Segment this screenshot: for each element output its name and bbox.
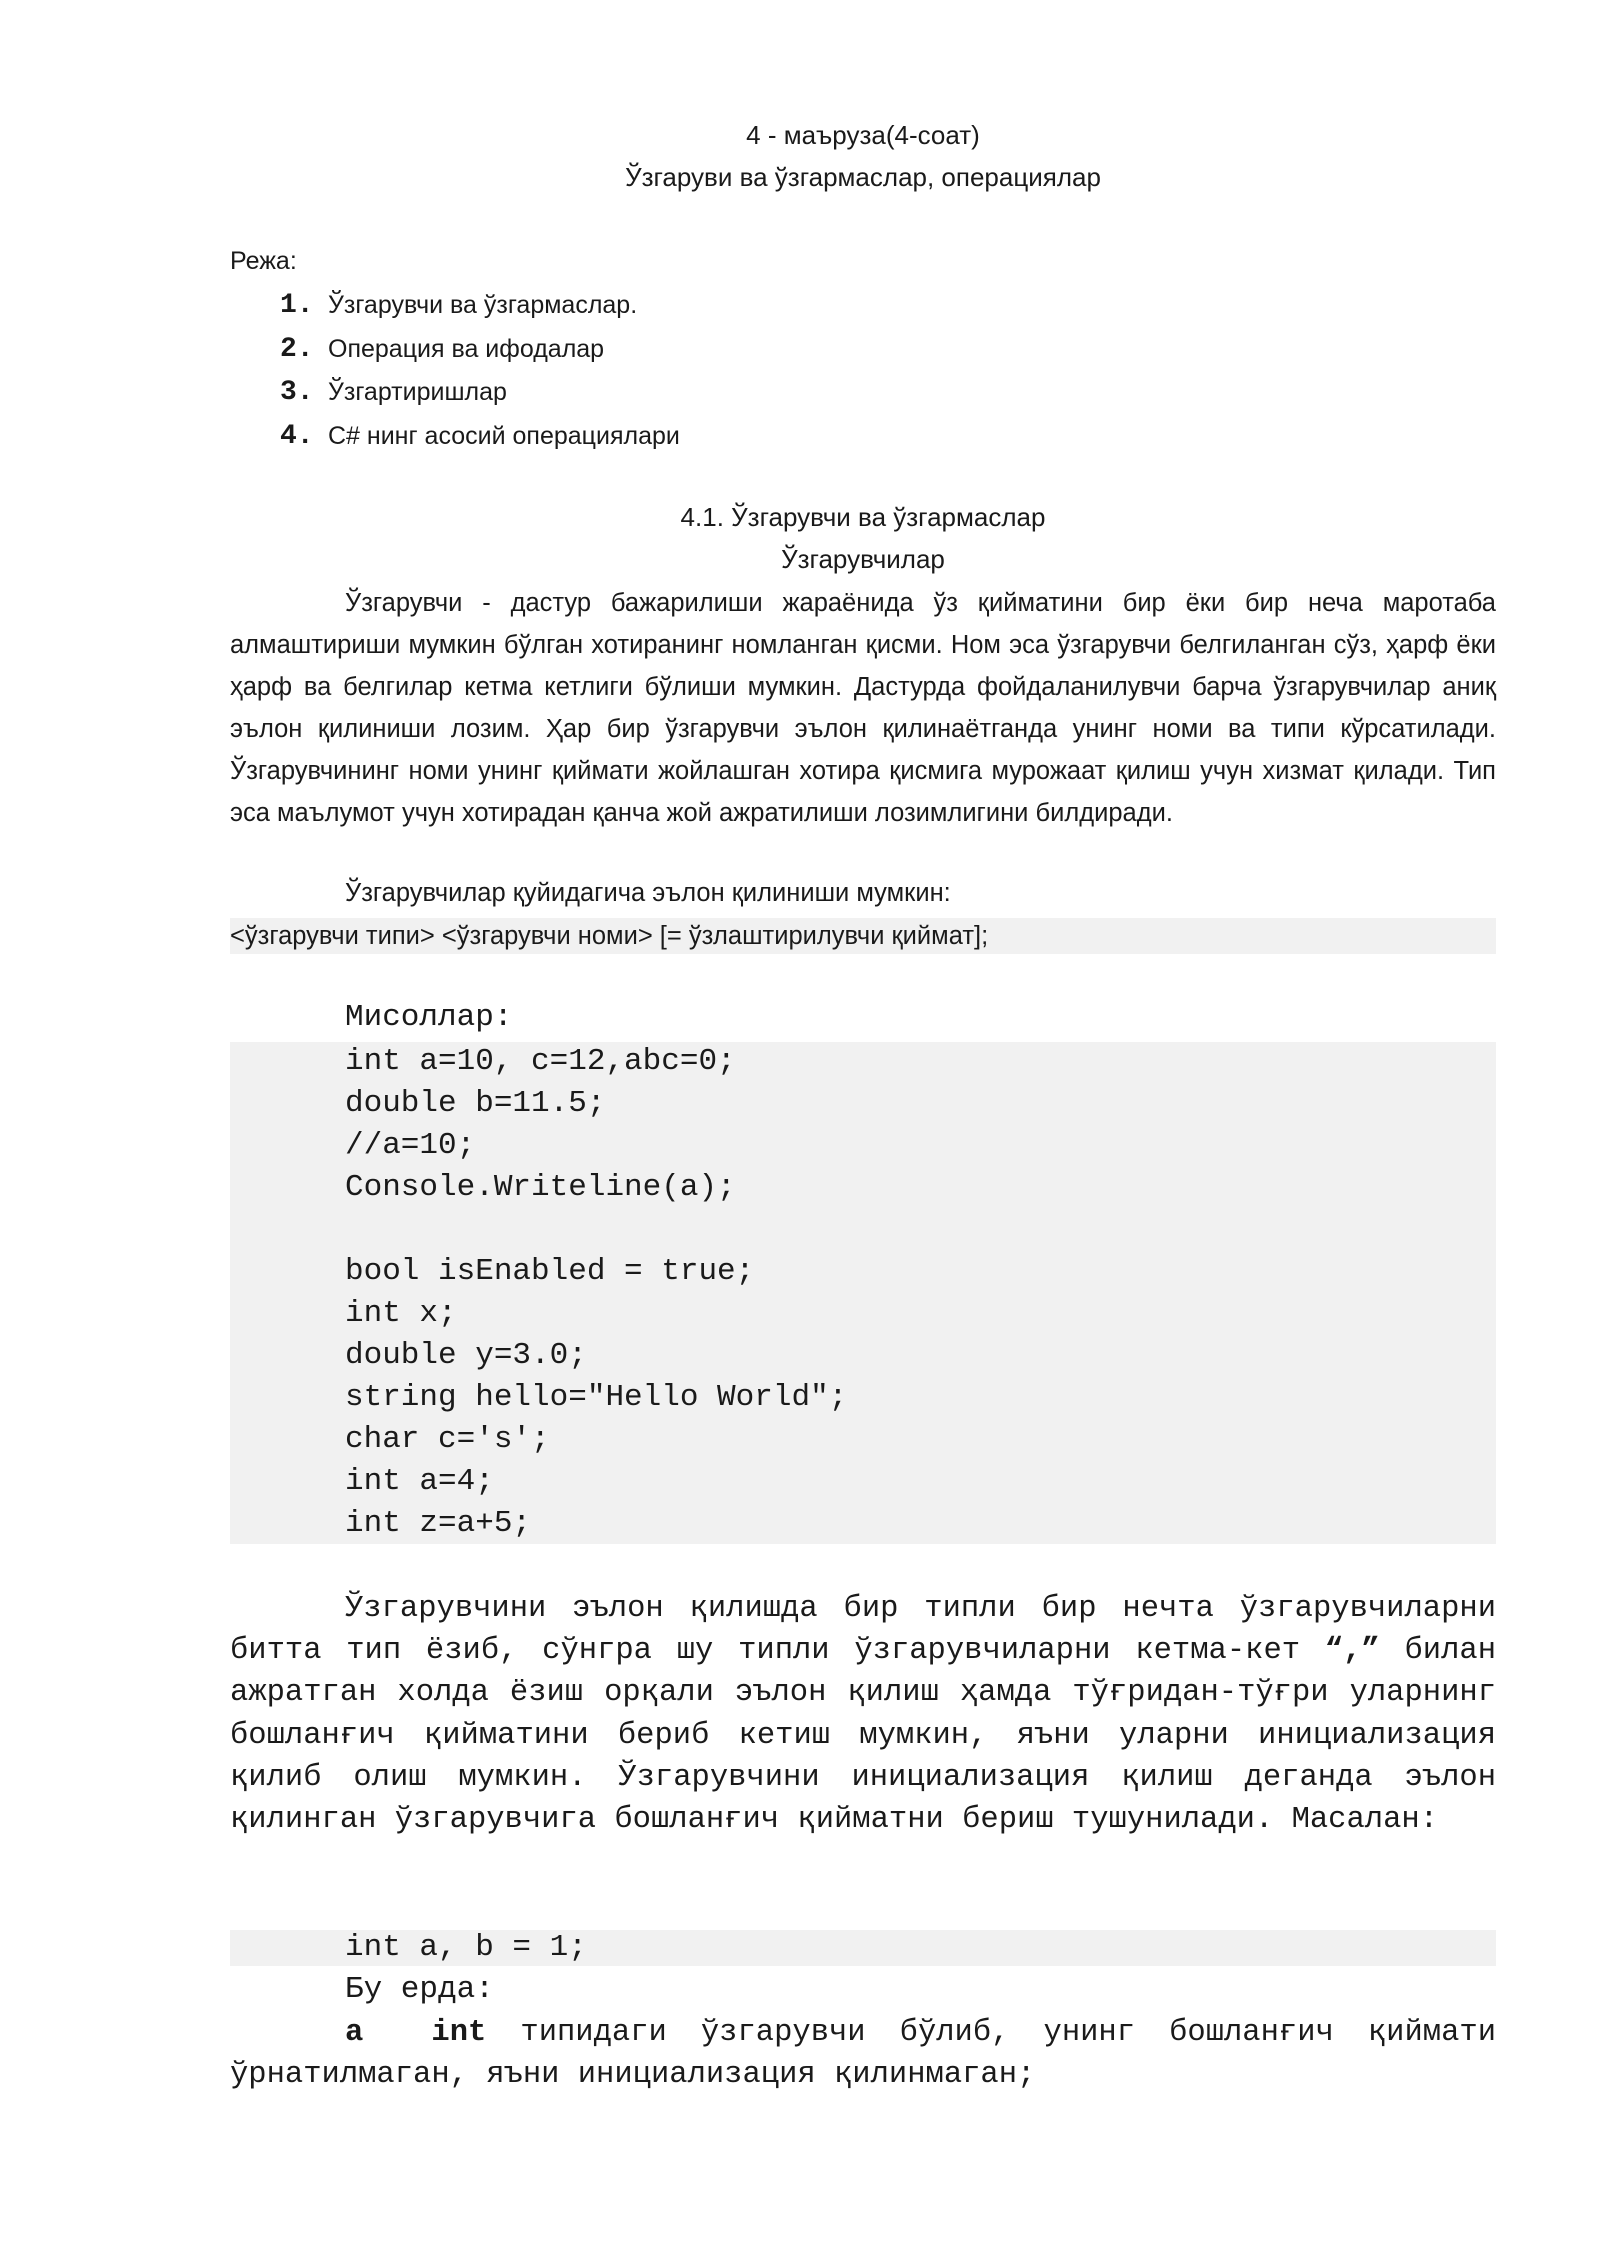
lecture-number: 4 - маърузa(4-соат) [746, 120, 980, 150]
paragraph-text: типидаги ўзгарувчи бўлиб, унинг бошланғич қиймати ўрнатилмаган, яъни инициализация қилинмаган; [230, 2016, 1496, 2093]
plan-item-number: 2. [280, 333, 314, 365]
paragraph-text: Ўзгарувчини эълон қилишда бир типли бир нечта ўзгарувчиларни битта тип ёзиб, сўнгра шу типли ўзгарувчиларни кетма-кет [230, 1592, 1496, 1669]
code-line: double b=11.5; [345, 1086, 606, 1121]
code-line: int a, b = 1; [345, 1930, 587, 1965]
plan-item-text: Ўзгартиришлар [328, 378, 507, 407]
document-page [230, 0, 1496, 2262]
declaration-intro: Ўзгарувчилар қуйидагича эълон қилиниши мумкин: [345, 879, 951, 907]
section-subtitle: Ўзгарувчилар [781, 544, 945, 574]
code-line: int a=10, c=12,abc=0; [345, 1044, 736, 1079]
variable-definition-paragraph: Ўзгарувчи - дастур бажарилиши жараёнида ўз қийматини бир ёки бир неча маротаба алмаштириши мумкин бўлган хотиранинг номланган қисми. Ном эса ўзгарувчи белгиланган сўз, ҳарф ёки ҳарф ва белгилар кетма кетлиги бўлиши мумкин. Дастурда фойдаланилувчи барча ўзгарувчилар аниқ эълон қилиниши лозим. Ҳар бир ўзгарувчи эълон қилинаётганда унинг номи ва типи кўрсатилади. Ўзгарувчининг номи унинг қиймати жойлашган хотира қисмига мурожаат қилиш учун хизмат қилади. Тип эса маълумот учун хотирадан қанча жой ажратилиши лозимлигини билдиради. [230, 589, 1496, 828]
variable-name: a [345, 2016, 364, 2050]
plan-item-number: 3. [280, 377, 314, 409]
examples-label: Мисоллар: [345, 1000, 513, 1035]
plan-item [280, 371, 680, 415]
code-example-block [230, 1042, 1496, 1544]
code-example-inline [230, 1930, 1496, 1966]
code-line: //a=10; [345, 1128, 476, 1163]
plan-item-text: C# нинг асосий операциялари [328, 421, 680, 450]
code-line: Console.Writeline(a); [345, 1170, 736, 1205]
comma-symbol: “,” [1324, 1634, 1380, 1669]
initialization-paragraph [230, 1588, 1496, 1841]
code-line: int a=4; [345, 1464, 494, 1499]
plan-item-number: 4. [280, 420, 314, 452]
type-keyword: int [431, 2016, 487, 2050]
code-line: bool isEnabled = true; [345, 1254, 755, 1289]
section-title: 4.1. Ўзгарувчи ва ўзгармаслар [680, 502, 1046, 532]
plan-item [280, 328, 680, 372]
lecture-title: Ўзгаруви ва ўзгармаслар, операциялар [625, 162, 1101, 192]
plan-item-text: Операция ва ифодалар [328, 334, 605, 363]
declaration-syntax: <ўзгарувчи типи> <ўзгарувчи номи> [= ўзлаштирилувчи қиймат]; [230, 918, 1496, 954]
code-line: string hello="Hello World"; [345, 1380, 848, 1415]
paragraph-text: билан ажратган холда ёзиш орқали эълон қилиш ҳамда тўғридан-тўғри уларнинг бошланғич қийматини бериб кетиш мумкин, яъни уларни инициализация қилиб олиш мумкин. Ўзгарувчини инициализация қилиш деганда эълон қилинган ўзгарувчига бошланғич қийматни бериш тушунилади. Масалан: [230, 1634, 1496, 1838]
plan-item [280, 284, 680, 328]
plan-item [280, 415, 680, 459]
explanation-paragraph [230, 2012, 1496, 2096]
code-line: char c='s'; [345, 1422, 550, 1457]
code-line: int x; [345, 1296, 457, 1331]
code-line: double y=3.0; [345, 1338, 587, 1373]
plan-item-text: Ўзгарувчи ва ўзгармаслар. [328, 291, 638, 320]
plan-list [280, 284, 680, 458]
code-line: int z=a+5; [345, 1506, 532, 1541]
here-label: Бу ерда: [345, 1972, 494, 2007]
plan-item-number: 1. [280, 290, 314, 322]
plan-label: Режа: [230, 247, 297, 275]
